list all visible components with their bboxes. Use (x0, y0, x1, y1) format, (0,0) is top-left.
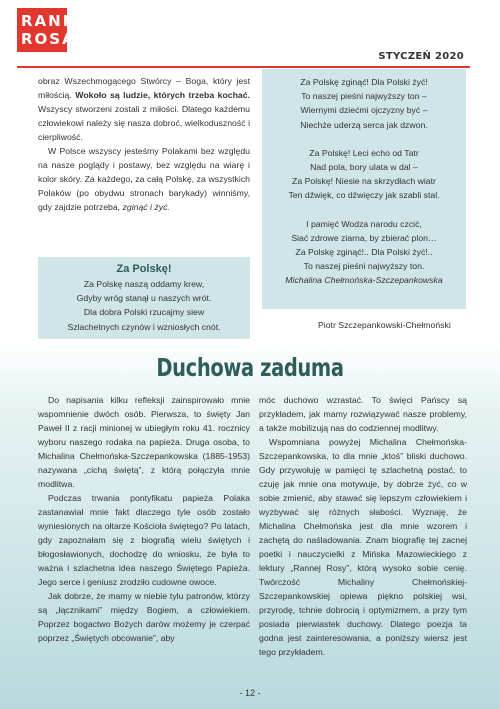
poem-line: To naszej pieśni najwyższy ton – (301, 91, 427, 102)
top-left-column (38, 74, 250, 214)
issue-date: STYCZEŃ 2020 (378, 51, 464, 62)
magazine-logo (17, 8, 91, 52)
poem-line: Za Polskę! Niesie na skrzydłach wiatr (292, 176, 436, 187)
paragraph (38, 74, 250, 144)
poem-line: Szlachetnych czynów i wzniosłych cnót. (67, 321, 221, 332)
poem-line: Ten dźwięk, co dźwięczy jak szabli stal. (288, 190, 440, 201)
poem-line: Gdyby wróg stanął u naszych wrót. (76, 293, 212, 304)
poem-line: Wiernymi dziećmi ojczyzny być – (300, 105, 428, 116)
paragraph: Wspomniana powyżej Michalina Chełmońska-Szczepankowska, to dla mnie „ktoś” bliski duchowo. Gdy przywołuję w pamięci tę szlachetną postać, to czuję jak mnie ona motywuje, by dobrze żyć, co w sobie zmienić, aby stawać się lepszym człowiekiem i wyzbywać się różnych słabości. Wyznaję, że Michalina Chełmońska jest dla mnie wzorem i zachętą do naśladowania. Znam biografię tej zacnej poetki i nauczycielki z Mińska Mazowieckiego z lektury „Rannej Rosy”, którą wysoko sobie cenię. Twórczość Michaliny Chełmońskiej-Szczepankowskiej opiewa piękno polskiej wsi, przyrodę, tchnie dobrocią i optymizmem, a przy tym posiada pierwiastek duchowy. Dlatego poezja ta godna jest zainteresowania, a poniższy wiersz jest tego przykładem. (259, 437, 467, 657)
paragraph: Do napisania kilku refleksji zainspirowało mnie wspomnienie dwóch osób. Pierwsza, to święty Jan Paweł II z racji minionej w ubiegłym roku 41. rocznicy wyboru naszego rodaka na papieża. Druga osoba, to Michalina Chełmońska-Szczepankowska (1885-1953) nazywana „cichą świętą”, z którą połączyła mnie modlitwa. (38, 395, 250, 489)
paragraph: Jak dobrze, że mamy w niebie tylu patronów, którzy są „łącznikami” między Bogiem, a człowiekiem. Poprzez bogactwo Bożych darów możemy je czerpać poprzez „Świętych obcowanie”, aby (38, 591, 250, 643)
stanza-gap (262, 203, 466, 217)
logo-line-2: ROSA (21, 30, 76, 48)
poem-line: I pamięć Wodza narodu czcić, (306, 218, 422, 229)
poem-title: Za Polskę! (116, 263, 172, 275)
poem-author: Michalina Chełmońska-Szczepankowska (285, 275, 443, 286)
text: Wszyscy stworzeni zostali z miłości. Dlatego każdemu człowiekowi należy się nasza dobroć, wielkoduszność i cierpliwość. (38, 104, 250, 142)
stanza-gap (262, 132, 466, 146)
poem-line: Nad pola, bory ulata w dal – (310, 162, 418, 173)
article-right-column (259, 393, 467, 659)
poem-line: Za Polskę naszą oddamy krew, (83, 279, 205, 289)
paragraph: móc duchowo wzrastać. To święci Pańscy są przykładem, jak mamy rozwiązywać nasze problemy, a także mobilizują nas do codziennej modlitwy. (259, 395, 467, 433)
paragraph: Podczas trwania pontyfikatu papieża Polaka zastanawiał mnie fakt dlaczego tyle osób zostało wyniesionych na ołtarze Kościoła świętego? Po latach, gdy zapoznałam się z biografią wielu świętych i błogosławionych, dochodzę do wniosku, że była to ważna i szlachetna idea naszego Świętego Papieża. Jego serce i geniusz zrodziło cudowne owoce. (38, 493, 250, 587)
poem-line: Za Polskę! Leci echo od Tatr (309, 147, 419, 158)
text: W Polsce wszyscy jesteśmy Polakami bez względu na nasze poglądy i postawy, bez względu na wiarę i kolor skóry. Za każdego, za całą Polskę, za wszystkich Polaków (po obydwu stronach barykady) winniśmy, gdy zajdzie potrzeba, (38, 146, 250, 212)
poem-box (38, 257, 250, 339)
page-number: - 12 - (239, 688, 261, 698)
article-signature: Piotr Szczepankowski-Chełmoński (318, 320, 451, 330)
poem-line: Siać zdrowe ziarna, by zbierać plon… (291, 232, 437, 243)
poem-right-box (262, 69, 466, 309)
bold-text: Wokoło są ludzie, których trzeba kochać. (75, 90, 250, 100)
poem-line: Za Polskę zginąć!.. Dla Polski żyć!.. (295, 247, 433, 258)
poem-line: Niechże uderzą serca jak dzwon. (300, 119, 428, 130)
poem-line: Za Polskę zginąć! Dla Polski żyć! (300, 77, 428, 87)
text: obraz Wszechmogącego Stwórcy – Boga, który jest miłością. (38, 76, 250, 100)
article-title: Duchowa zaduma (156, 353, 344, 382)
article-left-column (38, 393, 250, 645)
logo-line-1: RANNA (21, 12, 91, 30)
header-rule (17, 66, 470, 68)
italic-text: zginąć i żyć. (122, 202, 170, 212)
poem-line: Dla dobra Polski rzucajmy siew (83, 307, 205, 318)
poem-line: To naszej pieśni najwyższy ton. (303, 261, 425, 272)
paragraph (38, 144, 250, 214)
